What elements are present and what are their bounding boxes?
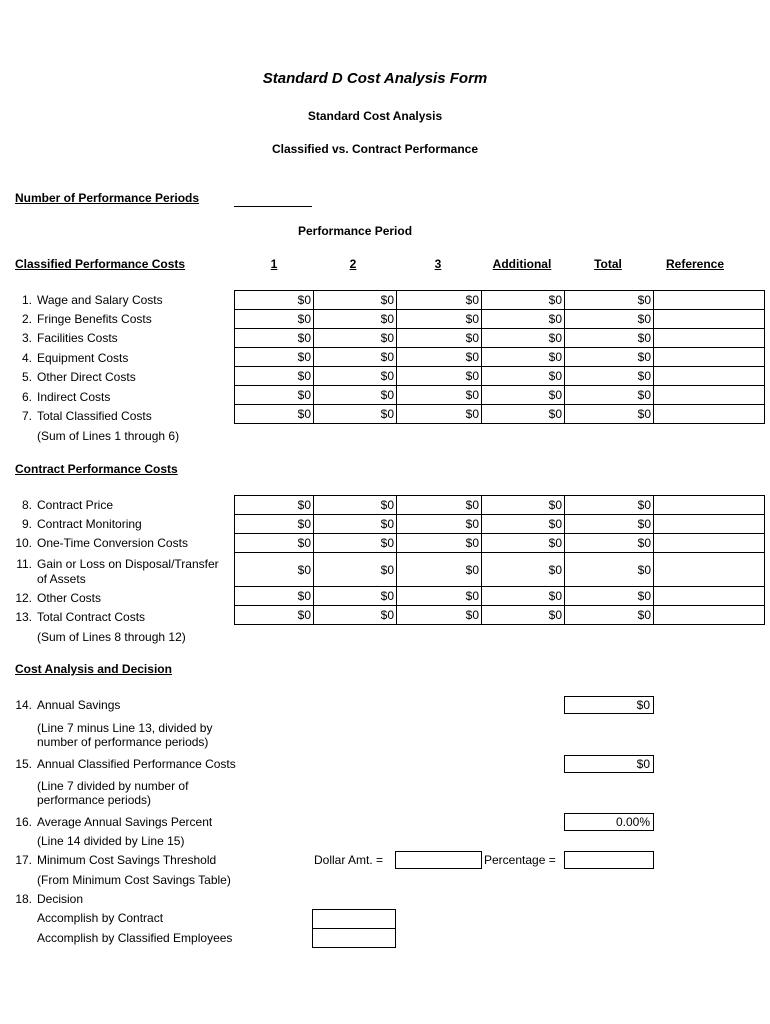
- line-label: Total Contract Costs: [37, 610, 146, 624]
- table-row: [235, 606, 765, 625]
- decision-classified-box[interactable]: [312, 928, 396, 948]
- decision-contract-label: Accomplish by Contract: [37, 911, 164, 925]
- table-row: [235, 587, 765, 606]
- cost-cell[interactable]: $0: [482, 587, 565, 606]
- reference-cell[interactable]: [654, 386, 765, 405]
- cost-cell[interactable]: $0: [235, 329, 314, 348]
- reference-cell[interactable]: [654, 534, 765, 553]
- cost-cell[interactable]: $0: [397, 329, 482, 348]
- line-number: 12.: [15, 591, 32, 605]
- analysis-heading: Cost Analysis and Decision: [15, 662, 172, 676]
- reference-cell[interactable]: [654, 329, 765, 348]
- line-number: 1.: [21, 293, 32, 307]
- reference-cell[interactable]: [654, 291, 765, 310]
- table-row: [235, 367, 765, 386]
- table-row: [235, 386, 765, 405]
- cost-cell[interactable]: $0: [314, 515, 397, 534]
- annual-savings-label: Annual Savings: [37, 698, 121, 712]
- table-row: [235, 515, 765, 534]
- cost-cell[interactable]: $0: [565, 515, 654, 534]
- reference-cell[interactable]: [654, 496, 765, 515]
- line-label: Total Classified Costs: [37, 409, 152, 423]
- cost-cell[interactable]: $0: [397, 291, 482, 310]
- cost-cell[interactable]: $0: [397, 515, 482, 534]
- cost-cell[interactable]: $0: [235, 367, 314, 386]
- cost-cell[interactable]: $0: [482, 386, 565, 405]
- cost-cell[interactable]: $0: [314, 310, 397, 329]
- table-row: [235, 553, 765, 587]
- contract-note: (Sum of Lines 8 through 12): [37, 630, 186, 644]
- line-label: Wage and Salary Costs: [37, 293, 163, 307]
- cost-cell[interactable]: $0: [565, 386, 654, 405]
- cost-cell[interactable]: $0: [565, 606, 654, 625]
- cost-cell[interactable]: $0: [314, 348, 397, 367]
- table-row: [235, 348, 765, 367]
- cost-cell[interactable]: $0: [235, 515, 314, 534]
- cost-cell[interactable]: $0: [565, 405, 654, 424]
- column-header-3: 3: [434, 257, 442, 271]
- cost-cell[interactable]: $0: [235, 534, 314, 553]
- cost-cell[interactable]: $0: [565, 329, 654, 348]
- cost-cell[interactable]: $0: [235, 405, 314, 424]
- contract-costs-table: [234, 495, 765, 625]
- cost-cell[interactable]: $0: [314, 329, 397, 348]
- line-number: 9.: [21, 517, 32, 531]
- form-subtitle: Standard Cost Analysis: [307, 109, 443, 123]
- cost-cell[interactable]: $0: [482, 606, 565, 625]
- cost-cell[interactable]: $0: [314, 367, 397, 386]
- annual-classified-note: (Line 7 divided by number of: [37, 779, 189, 793]
- form-subtitle-comparison: Classified vs. Contract Performance: [271, 142, 479, 156]
- reference-cell[interactable]: [654, 587, 765, 606]
- cost-cell[interactable]: $0: [482, 553, 565, 587]
- classified-heading: Classified Performance Costs: [15, 257, 186, 271]
- reference-cell[interactable]: [654, 310, 765, 329]
- cost-cell[interactable]: $0: [235, 348, 314, 367]
- cost-cell[interactable]: $0: [565, 496, 654, 515]
- reference-cell[interactable]: [654, 515, 765, 534]
- annual-savings-note: (Line 7 minus Line 13, divided by: [37, 721, 213, 735]
- line-label: Facilities Costs: [37, 331, 118, 345]
- reference-cell[interactable]: [654, 405, 765, 424]
- classified-note: (Sum of Lines 1 through 6): [37, 429, 180, 443]
- cost-cell[interactable]: $0: [397, 348, 482, 367]
- line-number: 15.: [15, 757, 32, 771]
- percentage-input[interactable]: [564, 851, 654, 869]
- threshold-label: Minimum Cost Savings Threshold: [37, 853, 217, 867]
- cost-cell[interactable]: $0: [482, 348, 565, 367]
- threshold-note: (From Minimum Cost Savings Table): [37, 873, 231, 887]
- cost-cell[interactable]: $0: [482, 291, 565, 310]
- line-number: 14.: [15, 698, 32, 712]
- line-label: Contract Price: [37, 498, 114, 512]
- table-row: [235, 291, 765, 310]
- line-number: 16.: [15, 815, 32, 829]
- periods-label: Number of Performance Periods: [15, 191, 200, 205]
- cost-cell[interactable]: $0: [235, 587, 314, 606]
- cost-cell[interactable]: $0: [482, 515, 565, 534]
- cost-cell[interactable]: $0: [397, 386, 482, 405]
- cost-cell[interactable]: $0: [235, 291, 314, 310]
- form-title: Standard D Cost Analysis Form: [262, 70, 488, 87]
- table-row: [235, 496, 765, 515]
- cost-cell[interactable]: $0: [397, 553, 482, 587]
- line-number: 4.: [21, 351, 32, 365]
- reference-cell[interactable]: [654, 606, 765, 625]
- cost-cell[interactable]: $0: [235, 310, 314, 329]
- dollar-amount-input[interactable]: [395, 851, 482, 869]
- cost-cell[interactable]: $0: [314, 606, 397, 625]
- reference-cell[interactable]: [654, 367, 765, 386]
- annual-savings-note-continued: number of performance periods): [37, 735, 209, 749]
- cost-cell[interactable]: $0: [565, 291, 654, 310]
- cost-cell[interactable]: $0: [314, 553, 397, 587]
- cost-cell[interactable]: $0: [314, 386, 397, 405]
- column-header-1: 1: [270, 257, 278, 271]
- cost-cell[interactable]: $0: [482, 496, 565, 515]
- cost-cell[interactable]: $0: [482, 405, 565, 424]
- cost-cell[interactable]: $0: [397, 587, 482, 606]
- table-row: [235, 405, 765, 424]
- cost-cell[interactable]: $0: [482, 310, 565, 329]
- line-label: Other Direct Costs: [37, 370, 136, 384]
- line-number: 10.: [15, 536, 32, 550]
- reference-cell[interactable]: [654, 348, 765, 367]
- line-label: Contract Monitoring: [37, 517, 142, 531]
- cost-cell[interactable]: $0: [314, 534, 397, 553]
- column-header-total: Total: [594, 257, 622, 271]
- reference-cell[interactable]: [654, 553, 765, 587]
- decision-contract-box[interactable]: [312, 909, 396, 929]
- cost-cell[interactable]: $0: [314, 587, 397, 606]
- line-number: 17.: [15, 853, 32, 867]
- column-header-reference: Reference: [665, 257, 725, 271]
- annual-classified-label: Annual Classified Performance Costs: [37, 757, 236, 771]
- line-label-continued: of Assets: [37, 572, 86, 586]
- cost-cell[interactable]: $0: [482, 367, 565, 386]
- cost-cell[interactable]: $0: [397, 534, 482, 553]
- table-row: [235, 534, 765, 553]
- periods-input-line[interactable]: [234, 206, 312, 207]
- cost-cell[interactable]: $0: [482, 534, 565, 553]
- line-label: Other Costs: [37, 591, 102, 605]
- decision-classified-label: Accomplish by Classified Employees: [37, 931, 233, 945]
- line-label: One-Time Conversion Costs: [37, 536, 188, 550]
- line-number: 7.: [21, 409, 32, 423]
- line-label: Equipment Costs: [37, 351, 129, 365]
- cost-cell[interactable]: $0: [565, 587, 654, 606]
- savings-percent-note: (Line 14 divided by Line 15): [37, 834, 185, 848]
- line-label: Fringe Benefits Costs: [37, 312, 152, 326]
- cost-cell[interactable]: $0: [235, 606, 314, 625]
- line-number: 13.: [15, 610, 32, 624]
- cost-cell[interactable]: $0: [565, 553, 654, 587]
- column-header-2: 2: [349, 257, 357, 271]
- line-label: Gain or Loss on Disposal/Transfer: [37, 557, 219, 571]
- line-number: 5.: [21, 370, 32, 384]
- cost-cell[interactable]: $0: [397, 496, 482, 515]
- cost-cell[interactable]: $0: [397, 405, 482, 424]
- cost-cell[interactable]: $0: [397, 367, 482, 386]
- cost-cell[interactable]: $0: [565, 367, 654, 386]
- line-number: 8.: [21, 498, 32, 512]
- cost-cell[interactable]: $0: [397, 606, 482, 625]
- line-label: Indirect Costs: [37, 390, 111, 404]
- cost-cell[interactable]: $0: [314, 496, 397, 515]
- column-header-additional: Additional: [492, 257, 552, 271]
- cost-cell[interactable]: $0: [235, 553, 314, 587]
- savings-percent-value[interactable]: 0.00%: [564, 813, 654, 831]
- percentage-label: Percentage =: [484, 853, 556, 867]
- annual-classified-note-continued: performance periods): [37, 793, 152, 807]
- line-number: 3.: [21, 331, 32, 345]
- cost-cell[interactable]: $0: [397, 310, 482, 329]
- performance-period-label: Performance Period: [298, 224, 413, 238]
- contract-heading: Contract Performance Costs: [15, 462, 178, 476]
- dollar-amount-label: Dollar Amt. =: [314, 853, 384, 867]
- line-number: 11.: [16, 557, 32, 571]
- line-number: 2.: [21, 312, 32, 326]
- cost-cell[interactable]: $0: [565, 534, 654, 553]
- cost-cell[interactable]: $0: [314, 291, 397, 310]
- cost-cell[interactable]: $0: [314, 405, 397, 424]
- table-row: [235, 329, 765, 348]
- annual-classified-value[interactable]: $0: [564, 755, 654, 773]
- cost-cell[interactable]: $0: [235, 386, 314, 405]
- savings-percent-label: Average Annual Savings Percent: [37, 815, 213, 829]
- cost-cell[interactable]: $0: [565, 310, 654, 329]
- classified-costs-table: [234, 290, 765, 424]
- line-number: 6.: [21, 390, 32, 404]
- decision-label: Decision: [37, 892, 84, 906]
- annual-savings-value[interactable]: $0: [564, 696, 654, 714]
- cost-cell[interactable]: $0: [565, 348, 654, 367]
- table-row: [235, 310, 765, 329]
- cost-cell[interactable]: $0: [482, 329, 565, 348]
- cost-cell[interactable]: $0: [235, 496, 314, 515]
- line-number: 18.: [15, 892, 32, 906]
